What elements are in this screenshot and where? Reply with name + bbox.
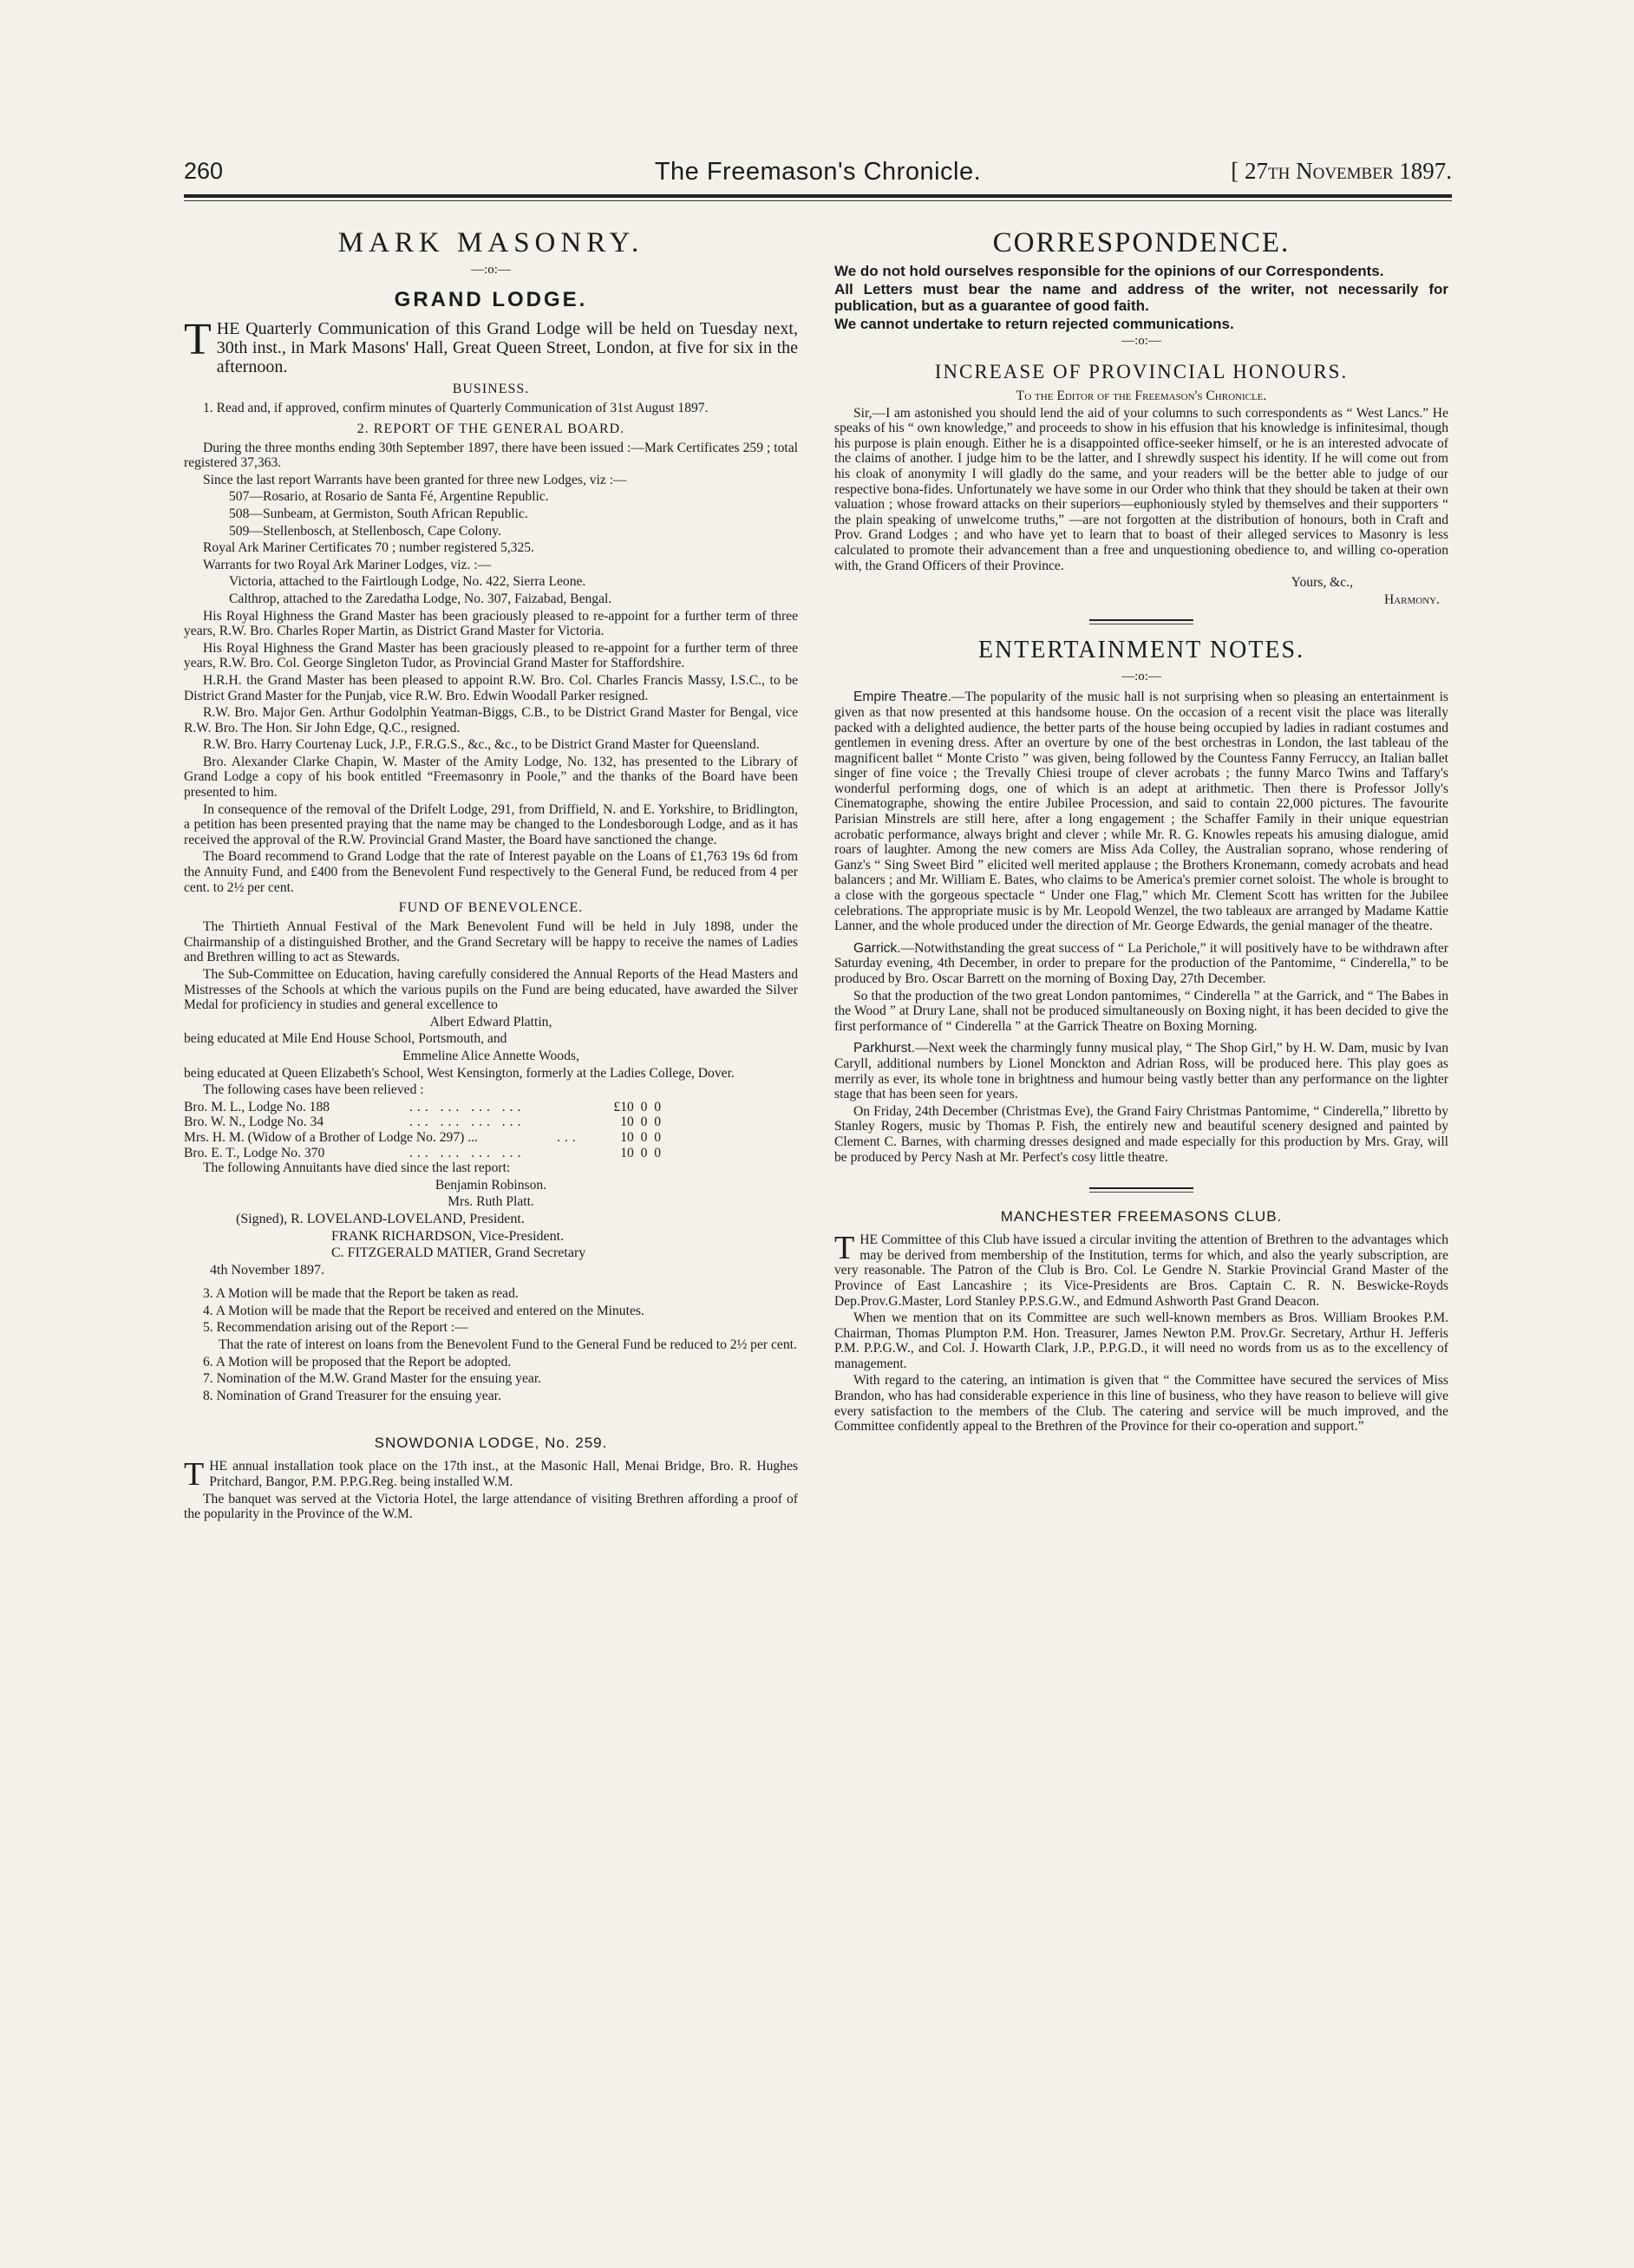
- appointment-martin: His Royal Highness the Grand Master has been graciously pleased to re-appoint for a further term of three years, R.W. Bro. Charles Roper Martin, as District Grand Master for Victoria.: [184, 608, 798, 639]
- snowdonia-dropcap: T: [184, 1456, 205, 1493]
- section-separator: [1089, 619, 1193, 624]
- case-name: Mrs. H. M. (Widow of a Brother of Lodge No. 297) ...: [184, 1129, 478, 1145]
- intro-dropcap: T: [184, 315, 212, 364]
- case-amount: 10 0 0: [620, 1145, 661, 1160]
- snowdonia-text: HE annual installation took place on the 17th inst., at the Masonic Hall, Menai Bridge, Bro. R. Hughes Pritchard, Bangor, P.M. P.P.G.Reg. being installed W.M.: [209, 1459, 798, 1490]
- cases-table: [184, 1100, 798, 1160]
- header-rule-thick: [184, 194, 1452, 198]
- education-paragraph: The Sub-Committee on Education, having carefully considered the Annual Reports of the Head Masters and Mistresses of the Schools at which the various pupils on the Fund are being educated, have awarded the Silver Medal for proficiency in studies and general excellence to: [184, 967, 798, 1013]
- appointment-tudor: His Royal Highness the Grand Master has been graciously pleased to re-appoint for a further term of three years, R.W. Bro. Col. George Singleton Tudor, as Provincial Grand Master for Staffordshire.: [184, 640, 798, 671]
- mark-masonry-title: MARK MASONRY.: [337, 227, 644, 258]
- section-divider: —:o:—: [1121, 334, 1161, 348]
- benevolence-heading: FUND OF BENEVOLENCE.: [398, 900, 584, 916]
- snowdonia-paragraph-1: [184, 1456, 798, 1493]
- left-column: [184, 208, 798, 2203]
- honours-heading: INCREASE OF PROVINCIAL HONOURS.: [934, 361, 1349, 382]
- drifelt-lodge: In consequence of the removal of the Drifelt Lodge, 291, from Driffield, N. and E. Yorkshire, to Bridlington, a petition has been presented praying that the name may be changed to the Londesborough Lodge, and as it has received the approval of the R.W. Provincial Grand Master, the Board have sanctioned the change.: [184, 801, 798, 847]
- case-leader: ...: [557, 1129, 580, 1145]
- correspondence-notice-1: We do not hold ourselves responsible for the opinions of our Correspondents.: [834, 263, 1384, 279]
- cases-intro: The following cases have been relieved :: [203, 1082, 424, 1098]
- annuitants-intro: The following Annuitants have died since the last report:: [203, 1160, 511, 1176]
- lodge-507: 507—Rosario, at Rosario de Santa Fé, Argentine Republic.: [229, 489, 549, 505]
- calthrop-lodge: Calthrop, attached to the Zaredatha Lodge, No. 307, Faizabad, Bengal.: [229, 591, 612, 606]
- letter-signature: Harmony.: [1383, 592, 1440, 607]
- chapin-book: Bro. Alexander Clarke Chapin, W. Master of the Amity Lodge, No. 132, has presented to the Library of Grand Lodge a copy of his book entitled “Freemasonry in Poole,” and the thanks of the Board have been presented to him.: [184, 754, 798, 801]
- agenda-item-3: 3. A Motion will be made that the Report be taken as read.: [203, 1286, 519, 1302]
- appointment-luck: R.W. Bro. Harry Courtenay Luck, J.P., F.R.G.S., &c., &c., to be District Grand Master for Queensland.: [203, 737, 760, 753]
- empire-label: Empire Theatre.: [853, 690, 951, 705]
- interest-recommendation: The Board recommend to Grand Lodge that the rate of Interest payable on the Loans of £1,763 19s 6d from the Annuity Fund, and £400 from the Benevolent Fund respectively to the General Fund, be reduced from 4 per cent. to 2½ per cent.: [184, 849, 798, 895]
- page-header: [184, 158, 1452, 193]
- honours-letter-body: Sir,—I am astonished you should lend the aid of your columns to such correspondents as “ West Lancs.” He speaks of his “ own knowledge,” and proceeds to show in his effusion that his knowledge is infinitesimal, though his purpose is plain enough. Either he is a disappointed office-seeker himself, or he is an interested advocate of the claims of another. I judge him to be the latter, and I shrewdly suspect his identity. If he will come out from his cloak of anonymity I will gladly do the same, and your readers will be the better able to judge of our respective bona-fides. Unfortunately we have some in our Order who think that they should be taken at their own valuation ; whose froward attacks on their superiors—euphoniously styled by themselves and their supporters “ the plain speaking of unwelcome truths,” —are not forgotten at the distribution of honours, both in Craft and Prov. Grand Lodges ; and who have yet to learn that to boast of their alleged services to Masonry is less calculated to promote their advancement than a free and unquestioning obedience to, and willing co-operation with, the Grand Officers of their Province.: [834, 405, 1448, 573]
- festival-paragraph: The Thirtieth Annual Festival of the Mark Benevolent Fund will be held in July 1898, under the Chairmanship of a distinguished Brother, and the Grand Secretary will be happy to receive the names of Ladies and Brethren willing to act as Stewards.: [184, 919, 798, 965]
- agenda-item-5-detail: That the rate of interest on loans from the Benevolent Fund to the General Fund be reduced to 2½ per cent.: [219, 1337, 797, 1353]
- to-the-editor: To the Editor of the Freemason's Chronicle.: [1016, 389, 1267, 403]
- publication-title: The Freemason's Chronicle.: [654, 158, 982, 186]
- grand-lodge-heading: GRAND LODGE.: [394, 288, 588, 311]
- section-separator: [1089, 1187, 1193, 1193]
- report-warrants: Since the last report Warrants have been granted for three new Lodges, viz :—: [203, 472, 627, 487]
- royal-ark-certificates: Royal Ark Mariner Certificates 70 ; number registered 5,325.: [203, 540, 534, 556]
- intro-text: HE Quarterly Communication of this Grand Lodge will be held on Tuesday next, 30th inst., in Mark Masons' Hall, Great Queen Street, London, at five for six in the afternoon.: [216, 319, 798, 376]
- appointment-massy: H.R.H. the Grand Master has been pleased to appoint R.W. Bro. Col. Charles Francis Massy, I.S.C., to be District Grand Master for the Punjab, vice R.W. Bro. Edwin Woodall Parker resigned.: [184, 672, 798, 703]
- signature-vice-president: FRANK RICHARDSON, Vice-President.: [331, 1228, 565, 1244]
- snowdonia-paragraph-2: The banquet was served at the Victoria Hotel, the large attendance of visiting Brethren affording a proof of the popularity in the Province of the W.M.: [184, 1491, 798, 1522]
- manchester-paragraph-2: When we mention that on its Committee are such well-known members as Bros. William Brookes P.M. Chairman, Thomas Plumpton P.M. Hon. Treasurer, James Newton P.M. Prov.Gr. Secretary, Arthur H. Jefferis P.M. P.P.G.W., and Col. J. Howarth Clark, J.P., P.P.G.D., it will need no words from us as to the excellency of management.: [834, 1310, 1448, 1371]
- case-row: [184, 1146, 798, 1161]
- parkhurst-label: Parkhurst.: [853, 1041, 916, 1056]
- agenda-item-7: 7. Nomination of the M.W. Grand Master for the ensuing year.: [203, 1371, 542, 1387]
- letter-closing: Yours, &c.,: [1291, 575, 1353, 591]
- case-amount: £10 0 0: [613, 1099, 661, 1114]
- garrick-paragraph-2: So that the production of the two great London pantomimes, “ Cinderella ” at the Garrick, and “ The Babes in the Wood ” at Drury Lane, shall not be produced simultaneously on Boxing night, it has been decided to give the first performance of “ Cinderella ” at the Garrick Theatre on Boxing Morning.: [834, 988, 1448, 1034]
- case-row: [184, 1130, 798, 1146]
- business-label: BUSINESS.: [452, 382, 530, 396]
- garrick-label: Garrick.: [853, 940, 901, 956]
- agenda-item-8: 8. Nomination of Grand Treasurer for the ensuing year.: [203, 1388, 501, 1403]
- case-amount: 10 0 0: [620, 1114, 661, 1130]
- grand-lodge-intro: [184, 315, 798, 376]
- plattin-school: being educated at Mile End House School, Portsmouth, and: [184, 1031, 507, 1047]
- case-leader: ... ... ... ...: [409, 1145, 526, 1160]
- manchester-text: HE Committee of this Club have issued a circular inviting the attention of Brethren to the advantages which may be derived from membership of the Institution, terms for which, and also the yearly subscription, are very reasonable. The Patron of the Club is Bro. Col. Le Gendre N. Starkie Provincial Grand Master of the Province of East Lancashire ; its Vice-Presidents are Bros. Captain C. R. N. Beswicke-Royds Dep.Prov.G.Master, Lord Stanley P.P.S.G.W., and Edmund Ashworth Past Grand Deacon.: [834, 1232, 1448, 1309]
- case-leader: ... ... ... ...: [409, 1099, 526, 1114]
- appointment-biggs: R.W. Bro. Major Gen. Arthur Godolphin Yeatman-Biggs, C.B., to be District Grand Master for Bengal, vice R.W. Bro. The Hon. Sir John Edge, Q.C., resigned.: [184, 705, 798, 735]
- case-leader: ... ... ... ...: [409, 1114, 526, 1130]
- woods-school: being educated at Queen Elizabeth's School, West Kensington, formerly at the Ladies College, Dover.: [184, 1065, 735, 1081]
- garrick-paragraph: [834, 941, 1448, 987]
- annuitant-name: Benjamin Robinson.: [435, 1177, 547, 1193]
- agenda-item-5: 5. Recommendation arising out of the Report :—: [203, 1320, 468, 1336]
- case-row: [184, 1100, 798, 1115]
- lodge-509: 509—Stellenbosch, at Stellenbosch, Cape Colony.: [229, 523, 501, 539]
- signature-grand-secretary: C. FITZGERALD MATIER, Grand Secretary: [331, 1245, 586, 1261]
- page-number: 260: [184, 158, 224, 184]
- case-name: Bro. M. L., Lodge No. 188: [184, 1099, 330, 1114]
- manchester-heading: MANCHESTER FREEMASONS CLUB.: [1000, 1208, 1283, 1226]
- award-name-plattin: Albert Edward Plattin,: [429, 1014, 552, 1029]
- agenda-item-4: 4. A Motion will be made that the Report be received and entered on the Minutes.: [203, 1303, 644, 1318]
- case-name: Bro. W. N., Lodge No. 34: [184, 1114, 324, 1130]
- correspondence-notice-2: All Letters must bear the name and address of the writer, not necessarily for publication, but as a guarantee of good faith.: [834, 281, 1448, 314]
- manchester-dropcap: T: [834, 1230, 855, 1267]
- case-amount: 10 0 0: [620, 1129, 661, 1145]
- victoria-lodge: Victoria, attached to the Fairtlough Lodge, No. 422, Sierra Leone.: [229, 574, 586, 590]
- issue-date: [ 27th November 1897.: [1231, 158, 1452, 184]
- annuitant-name: Mrs. Ruth Platt.: [448, 1194, 534, 1210]
- right-column: [834, 208, 1448, 2203]
- agenda-item-1: 1. Read and, if approved, confirm minutes of Quarterly Communication of 31st August 1897.: [203, 401, 709, 415]
- manchester-paragraph-1: [834, 1232, 1448, 1309]
- manchester-paragraph-3: With regard to the catering, an intimation is given that “ the Committee have secured the services of Miss Brandon, who has had considerable experience in this line of business, who they have reason to believe will give every satisfaction to the members of the Club. The catering and service will be much improved, and the Committee confidently appeal to the Brethren of the Province for their co-operation and support.”: [834, 1373, 1448, 1435]
- signature-president: (Signed), R. LOVELAND-LOVELAND, President.: [236, 1211, 525, 1226]
- parkhurst-text: —Next week the charmingly funny musical play, “ The Shop Girl,” by H. W. Dam, music by Ivan Caryll, additional numbers by Lionel Monckton and Adrian Ross, will be produced here. This play goes as merrily as ever, its whole tone in brightness and humour being vastly better than any performance on the lighter stage that has been seen for years.: [834, 1041, 1448, 1102]
- garrick-text: —Notwithstanding the great success of “ La Perichole,” it will positively have to be withdrawn after Saturday evening, 4th December, in order to prepare for the production of the Pantomime, “ Cinderella,” to be produced by Bro. Oscar Barrett on the morning of Boxing Day, 27th December.: [834, 940, 1448, 986]
- empire-paragraph: [834, 690, 1448, 934]
- header-rule-thin: [184, 200, 1452, 201]
- report-heading: 2. REPORT OF THE GENERAL BOARD.: [356, 421, 625, 436]
- award-name-woods: Emmeline Alice Annette Woods,: [402, 1048, 579, 1063]
- entertainment-heading: ENTERTAINMENT NOTES.: [977, 637, 1305, 664]
- lodge-508: 508—Sunbeam, at Germiston, South African Republic.: [229, 506, 528, 521]
- section-divider: —:o:—: [471, 263, 511, 277]
- case-name: Bro. E. T., Lodge No. 370: [184, 1145, 325, 1160]
- correspondence-notice-3: We cannot undertake to return rejected communications.: [834, 316, 1234, 332]
- case-row: [184, 1114, 798, 1130]
- agenda-item-6: 6. A Motion will be proposed that the Report be adopted.: [203, 1354, 512, 1369]
- section-divider: —:o:—: [1121, 670, 1161, 684]
- royal-ark-warrants: Warrants for two Royal Ark Mariner Lodges, viz. :—: [203, 557, 492, 572]
- correspondence-title: CORRESPONDENCE.: [992, 227, 1291, 258]
- report-certificates: During the three months ending 30th September 1897, there have been issued :—Mark Certificates 259 ; total registered 37,363.: [184, 440, 798, 471]
- snowdonia-heading: SNOWDONIA LODGE, No. 259.: [374, 1435, 608, 1452]
- parkhurst-paragraph: [834, 1041, 1448, 1101]
- empire-text: —The popularity of the music hall is not surprising when so pleasing an entertainment is given as that now presented at this handsome house. On the occasion of a recent visit the place was literally packed with a delighted audience, the better parts of the house being occupied by ladies in radiant costumes and gentlemen in evening dress. After an overture by one of the best orchestras in London, the last tableau of the magnificent ballet “ Monte Cristo ” was given, being followed by the Countess Fanny Ferruccy, an Italian ballet singer of fine voice ; the Trevally Chiesi troupe of clever acrobats ; the funny Marco Twins and Taffary's wonderful performing dogs, one of which is an adept at arithmetic. Then there is Professor Jolly's Cinematographe, showing the entire Jubilee Procession, and said to contain 22,000 pictures. The favourite Parisian Minstrels are still here, after a long engagement ; the Schaffer Family in their unique equestrian acrobatic performance, always bright and clever ; while Mr. R. G. Knowles repeats his amusing dialogue, amid roars of laughter. Among the new comers are Miss Ada Colley, the Australian soprano, whose rendering of Ganz's “ Sing Sweet Bird ” elicited well merited applause ; the Brothers Kronemann, comedy acrobats and head balancers ; and Mr. William E. Bates, who claims to be America's premier cornet soloist. The whole is brought to a close with the gorgeous spectacle “ Under one Flag,” which Mr. Clement Scott has written for the Jubilee celebrations. The appropriate music is by Mr. Leopold Wenzel, the two tableaux are arranged by Madame Kattie Lanner, and the whole produced under the direction of Mr. George Edwards, the genial manager of the theatre.: [834, 690, 1448, 934]
- signature-date: 4th November 1897.: [210, 1262, 324, 1278]
- parkhurst-paragraph-2: On Friday, 24th December (Christmas Eve), the Grand Fairy Christmas Pantomime, “ Cinderella,” libretto by Stanley Rogers, music by Thomas P. Fish, the entirely new and beautiful scenery designed and painted by Clement C. Barnes, with charming dresses designed and made especially for this production by Mrs. Gray, will be produced by Percy Nash at Mr. Perfect's cosy little theatre.: [834, 1103, 1448, 1165]
